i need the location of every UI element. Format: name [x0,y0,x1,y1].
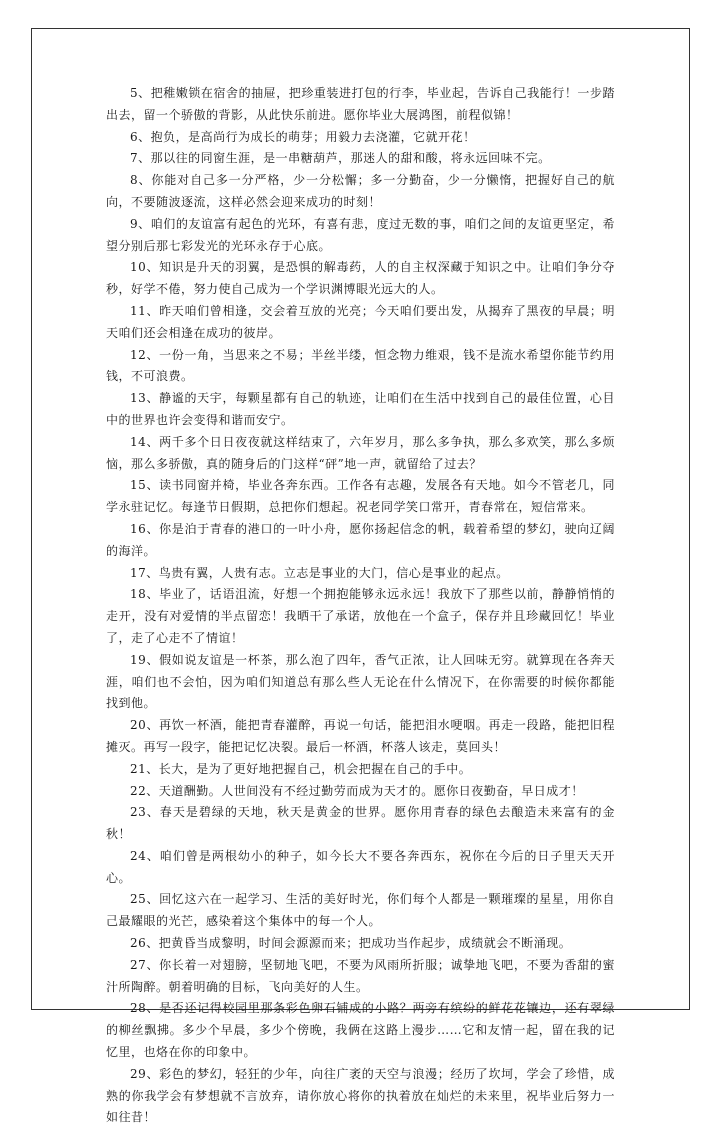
paragraph-27: 27、你长着一对翅膀，坚韧地飞吧，不要为风雨所折服；诚挚地飞吧，不要为香甜的蜜汁所陶醉。朝着明确的目标，飞向美好的人生。 [106,957,615,994]
paragraph-28: 28、是否还记得校园里那条彩色卵石铺成的小路？两旁有缤纷的鲜花花镶边，还有翠绿的柳丝飘拂。多少个早晨，多少个傍晚，我俩在这路上漫步……它和友情一起，留在我的记忆里，也烙在你的印象中。 [106,1001,615,1060]
paragraph-16: 16、你是泊于青春的港口的一叶小舟，愿你扬起信念的帆，载着希望的梦幻，驶向辽阔的海洋。 [106,521,615,558]
paragraph-6: 6、抱负，是高尚行为成长的萌芽；用毅力去浇灌，它就开花！ [130,129,476,144]
paragraph-12: 12、一份一角，当思来之不易；半丝半缕，恒念物力维艰，钱不是流水希望你能节约用钱，不可浪费。 [106,347,615,384]
paragraph-7: 7、那以往的同窗生涯，是一串糖葫芦，那迷人的甜和酸，将永远回味不完。 [130,151,551,166]
paragraph-13: 13、静谧的天宇，每颗星都有自己的轨迹，让咱们在生活中找到自己的最佳位置，心目中的世界也许会变得和谐而安宁。 [106,391,615,427]
paragraph-15: 15、读书同窗并椅，毕业各奔东西。工作各有志趣，发展各有天地。如今不管老几，同学永驻记忆。每逢节日假期，总把你们想起。祝老同学笑口常开，青春常在，短信常来。 [106,478,615,515]
paragraph-22: 22、天道酬勤。人世间没有不经过勤劳而成为天才的。愿你日夜勤奋，早日成才！ [130,783,584,798]
paragraph-10: 10、知识是升天的羽翼，是恐惧的解毒药，人的自主权深藏于知识之中。让咱们争分夺秒，好学不倦，努力使自己成为一个学识渊博眼光远大的人。 [106,260,615,297]
paragraph-14: 14、两千多个日日夜夜就这样结束了，六年岁月，那么多争执，那么多欢笑，那么多烦恼，那么多骄傲，真的随身后的门这样“砰”地一声，就留给了过去？ [106,434,615,471]
paragraph-21: 21、长大，是为了更好地把握自己，机会把握在自己的手中。 [130,761,472,776]
document-body [106,83,615,1129]
paragraph-20: 20、再饮一杯酒，能把青春灌醉，再说一句话，能把泪水哽咽。再走一段路，能把旧程摊灭。再写一段字，能把记忆决裂。最后一杯酒，杯落人该走，莫回头！ [106,718,615,754]
paragraph-18: 18、毕业了，话语沮流，好想一个拥抱能够永远永远！我放下了那些以前，静静悄悄的走开，没有对爱情的半点留恋！我晒干了承诺，放他在一个盒子，保存并且珍藏回忆！毕业了，走了心走不了情谊！ [106,587,615,645]
paragraph-11: 11、昨天咱们曾相逢，交会着互放的光亮；今天咱们要出发，从揭弃了黑夜的早晨；明天咱们还会相逢在成功的彼岸。 [106,303,615,340]
paragraph-29: 29、彩色的梦幻，轻狂的少年，向往广袤的天空与浪漫；经历了坎坷，学会了珍惜，成熟的你我学会有梦想就不言放弃，请你放心将你的执着放在灿烂的未来里，祝毕业后努力一如往昔！ [106,1066,615,1125]
paragraph-19: 19、假如说友谊是一杯茶，那么泡了四年，香气正浓，让人回味无穷。就算现在各奔天涯，咱们也不会怕，因为咱们知道总有那么些人无论在什么情况下，在你需要的时候你都能找到他。 [106,652,615,711]
paragraph-5: 5、把稚嫩锁在宿舍的抽屉，把珍重装进打包的行李，毕业起，告诉自己我能行！一步踏出去，留一个骄傲的背影，从此快乐前进。愿你毕业大展鸿图，前程似锦！ [106,86,615,122]
paragraph-25: 25、回忆这六在一起学习、生活的美好时光，你们每个人都是一颗璀璨的星星，用你自己最耀眼的光芒，感染着这个集体中的每一个人。 [106,892,615,929]
paragraph-24: 24、咱们曾是两根幼小的种子，如今长大不要各奔西东，祝你在今后的日子里天天开心。 [106,848,615,885]
paragraph-9: 9、咱们的友谊富有起色的光环，有喜有悲，度过无数的事，咱们之间的友谊更坚定，希望分别后那七彩发光的光环永存于心底。 [106,216,615,253]
paragraph-17: 17、鸟贵有翼，人贵有志。立志是事业的大门，信心是事业的起点。 [130,565,509,580]
paragraph-26: 26、把黄昏当成黎明，时间会源源而来；把成功当作起步，成绩就会不断涌现。 [130,936,572,951]
paragraph-8: 8、你能对自己多一分严格，少一分松懈；多一分勤奋，少一分懒惰，把握好自己的航向，不要随波逐流，这样必然会迎来成功的时刻！ [106,173,615,209]
paragraph-23: 23、春天是碧绿的天地，秋天是黄金的世界。愿你用青春的绿色去酿造未来富有的金秋！ [106,805,615,842]
